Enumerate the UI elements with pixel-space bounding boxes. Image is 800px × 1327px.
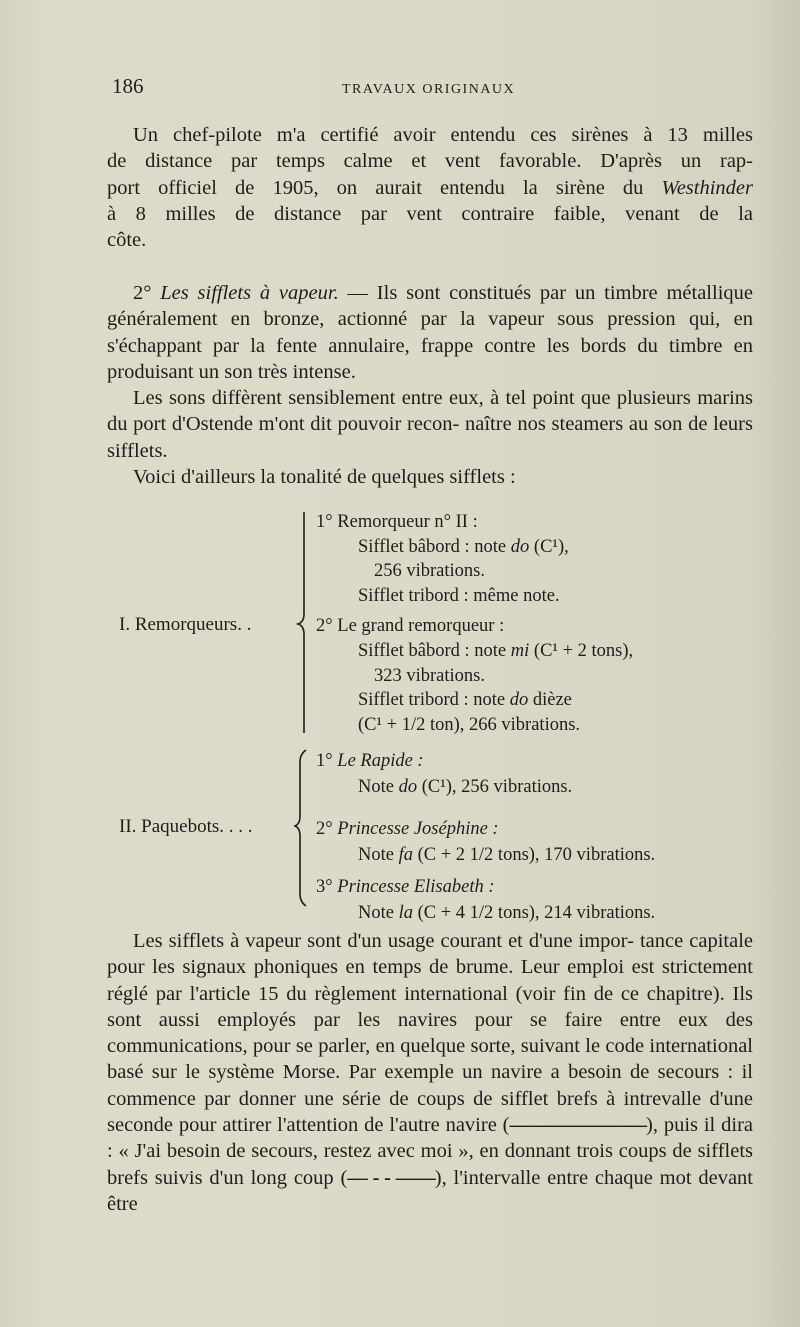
paquebots-label: II. Paquebots. . . . <box>119 816 253 837</box>
remorqueurs-table <box>0 510 800 735</box>
remorqueurs-label: I. Remorqueurs. . <box>119 614 252 635</box>
pq1-note-b: (C¹), 256 vibrations. <box>417 777 573 797</box>
p1-line-1: Un chef-pilote m'a certifié avoir entendu ces sirènes à 13 milles <box>133 124 753 146</box>
remorqueur-2-babord <box>316 639 756 664</box>
remorqueur-1-tribord: Sifflet tribord : même note. <box>358 585 560 606</box>
r2-bab-text: Sifflet bâbord : note <box>358 640 511 661</box>
pq2-note-b: (C + 2 1/2 tons), 170 vibrations. <box>412 845 656 865</box>
pq1-note: do <box>398 777 418 797</box>
paragraphs-2-4 <box>107 280 753 490</box>
r1-bab-note: do <box>510 536 530 557</box>
r1-bab-text: Sifflet bâbord : note <box>358 536 511 557</box>
p1-line-3 <box>107 175 753 201</box>
r2-trib-text: Sifflet tribord : note <box>358 690 510 711</box>
remorqueur-2-title: 2° Le grand remorqueur : <box>316 616 505 637</box>
paragraph-3: Les sons diffèrent sensiblement entre eux, à tel point que plusieurs marins du port d'Ostende m'ont dit pouvoir recon- naître nos steamers au son de leurs sifflets. <box>107 387 753 462</box>
r2-trib-tail: dièze <box>528 690 572 711</box>
ship-name-westhinder: Westhinder <box>661 176 753 199</box>
r2-bab-note: mi <box>510 640 530 661</box>
p1-line-3-text: port officiel de 1905, on aurait entendu la sirène du <box>107 176 662 199</box>
morse-code-2: — - - —— <box>347 1166 435 1189</box>
pq3-note: la <box>398 903 413 923</box>
remorqueur-2-tribord-detail: (C¹ + 1/2 ton), 266 vibrations. <box>358 714 581 735</box>
paragraph-4: Voici d'ailleurs la tonalité de quelques sifflets : <box>133 466 516 489</box>
paquebot-1-note <box>316 774 756 800</box>
p5-before-code1: Les sifflets à vapeur sont d'un usage courant et d'une impor- tance capitale pour les signaux phoniques en temps de brume. Leur emploi est strictement réglé par l'article 15 du règlement international (voir fin de ce chapitre). Ils sont aussi employés par les navires pour se faire entre eux des communications, pour se parler, en quelque sorte, suivant le code international basé sur le système Morse. Par exemple un navire a besoin de secours : il commence par donner une série de coups de sifflet brefs à intrevalle d'une seconde pour attirer l'attention de l'autre navire ( <box>107 930 753 1137</box>
p1-line-5: côte. <box>107 229 147 252</box>
paquebot-2-note <box>316 842 756 868</box>
pq2-name: Princesse Joséphine : <box>337 819 499 839</box>
paquebots-brace <box>294 748 308 908</box>
paquebot-1-title <box>316 748 756 774</box>
p2-lead-italic: Les sifflets à vapeur. <box>160 282 339 304</box>
remorqueur-1-vibrations: 256 vibrations. <box>374 561 485 582</box>
remorqueurs-brace <box>294 510 308 735</box>
paquebot-3-note <box>316 900 756 926</box>
page-header <box>112 74 752 104</box>
r1-bab-tail: (C¹), <box>529 536 569 557</box>
r2-bab-tail: (C¹ + 2 tons), <box>529 640 634 661</box>
p1-line-2: de distance par temps calme et vent favorable. D'après un rap- <box>107 150 753 173</box>
paquebot-2-title <box>316 816 756 842</box>
paquebots-entries <box>316 748 756 926</box>
pq2-num: 2° <box>316 819 338 839</box>
p2-rest: — Ils sont constitués par un timbre métallique généralement en bronze, actionné par la vapeur sous pression qui, en s'échappant par la fente annulaire, frappe contre les bords du timbre en produisant un son très intense. <box>107 282 753 383</box>
morse-code-1: ——————— <box>509 1114 646 1137</box>
running-title: TRAVAUX ORIGINAUX <box>342 82 516 97</box>
remorqueurs-entries <box>316 510 756 737</box>
pq2-note-a: Note <box>358 845 399 865</box>
pq1-name: Le Rapide : <box>337 751 424 771</box>
remorqueur-1-babord <box>316 535 756 560</box>
remorqueur-2-tribord <box>316 688 756 713</box>
p2-lead: 2° <box>133 282 161 304</box>
remorqueur-2-vibrations: 323 vibrations. <box>374 665 485 686</box>
pq3-num: 3° <box>316 877 338 897</box>
p5-between: ), puis il dira : « J'ai besoin de secours, restez avec moi », en donnant trois coups de sifflets brefs suivis d'un long coup ( <box>107 1114 753 1189</box>
page-number: 186 <box>112 74 144 98</box>
r2-trib-note: do <box>509 690 529 711</box>
p5-after: ), l'intervalle entre chaque mot devant être <box>107 1166 753 1215</box>
paragraph-5-text <box>107 928 753 1217</box>
remorqueur-1-title: 1° Remorqueur n° II : <box>316 512 478 532</box>
paragraph-2 <box>107 280 753 385</box>
paragraph-5 <box>107 928 753 1217</box>
pq3-note-b: (C + 4 1/2 tons), 214 vibrations. <box>412 903 656 923</box>
paquebots-table <box>0 748 800 923</box>
pq1-note-a: Note <box>358 777 399 797</box>
paragraph-1 <box>107 122 753 253</box>
pq2-note: fa <box>398 845 413 865</box>
paquebot-3-title <box>316 874 756 900</box>
pq3-name: Princesse Elisabeth : <box>337 877 495 897</box>
p1-line-4: à 8 milles de distance par vent contraire faible, venant de la <box>107 202 753 225</box>
pq1-num: 1° <box>316 751 338 771</box>
pq3-note-a: Note <box>358 903 399 923</box>
